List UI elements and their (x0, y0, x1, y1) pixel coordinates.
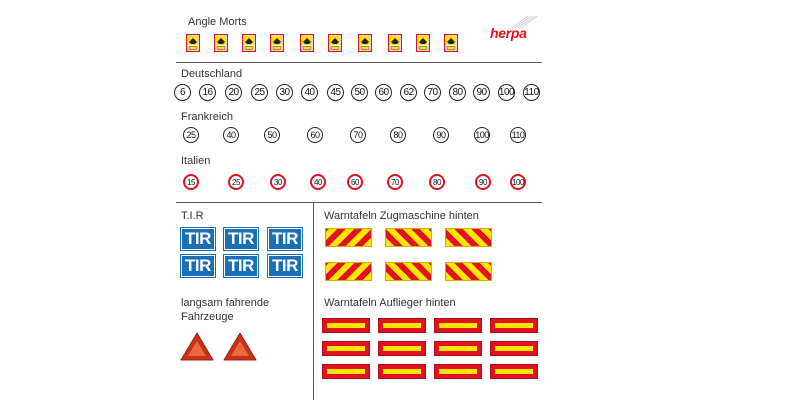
divider-top (176, 62, 542, 63)
section-title-zugmaschine: Warntafeln Zugmaschine hinten (324, 210, 479, 222)
slow-vehicle-triangle (223, 332, 257, 362)
warntafel-auflieger (322, 364, 370, 379)
warntafel-zugmaschine (325, 228, 372, 247)
speed-sign-110: 110 (510, 127, 526, 143)
warntafel-zugmaschine (385, 228, 432, 247)
angle-mort-sign (186, 34, 200, 52)
speed-sign-16: 16 (199, 84, 216, 101)
angle-mort-icon (358, 34, 372, 52)
angle-mort-sign (416, 34, 430, 52)
warntafel-auflieger (434, 318, 482, 333)
speed-sign-25: 25 (228, 174, 244, 190)
tir-plate-text: TIR (272, 229, 298, 248)
warntafel-zugmaschine (445, 262, 492, 281)
speed-sign-15: 15 (183, 174, 199, 190)
herpa-logo-text: herpa (490, 25, 527, 41)
tir-plate (181, 228, 215, 250)
section-title-deutschland: Deutschland (181, 68, 243, 80)
speed-sign-100: 100 (510, 174, 526, 190)
speed-sign-62: 62 (400, 84, 417, 101)
tir-plate (181, 255, 215, 277)
speed-sign-30: 30 (270, 174, 286, 190)
angle-mort-icon (328, 34, 342, 52)
warntafel-auflieger (378, 318, 426, 333)
warntafel-auflieger (490, 364, 538, 379)
warntafel-auflieger (378, 341, 426, 356)
tir-plate (268, 228, 302, 250)
divider-vertical (313, 202, 314, 400)
slow-vehicle-triangle-icon (223, 332, 257, 362)
warntafel-auflieger (434, 364, 482, 379)
angle-mort-sign (214, 34, 228, 52)
speed-sign-20: 20 (225, 84, 242, 101)
warntafel-auflieger (322, 341, 370, 356)
warntafel-zugmaschine (445, 228, 492, 247)
section-title-frankreich: Frankreich (181, 111, 233, 123)
speed-sign-25: 25 (183, 127, 199, 143)
speed-sign-90: 90 (473, 84, 490, 101)
speed-sign-6: 6 (174, 84, 191, 101)
angle-mort-icon (416, 34, 430, 52)
angle-mort-icon (444, 34, 458, 52)
speed-sign-50: 50 (264, 127, 280, 143)
section-title-langsam-line1: langsam fahrende (181, 297, 270, 309)
speed-sign-100: 100 (474, 127, 490, 143)
tir-plate (224, 255, 258, 277)
speed-sign-80: 80 (429, 174, 445, 190)
tir-plate-text: TIR (228, 229, 254, 248)
speed-sign-60: 60 (347, 174, 363, 190)
warntafel-auflieger (490, 318, 538, 333)
tir-plate-text: TIR (228, 256, 254, 275)
herpa-logo (490, 14, 538, 44)
speed-sign-70: 70 (350, 127, 366, 143)
slow-vehicle-triangle-icon (180, 332, 214, 362)
warntafel-auflieger (322, 318, 370, 333)
tir-plate-text: TIR (185, 229, 211, 248)
speed-sign-50: 50 (351, 84, 368, 101)
speed-sign-90: 90 (433, 127, 449, 143)
speed-sign-90: 90 (475, 174, 491, 190)
speed-sign-40: 40 (223, 127, 239, 143)
angle-mort-icon (214, 34, 228, 52)
divider-middle (176, 202, 542, 203)
warntafel-zugmaschine (385, 262, 432, 281)
speed-sign-110: 110 (523, 84, 540, 101)
speed-sign-70: 70 (424, 84, 441, 101)
angle-mort-icon (388, 34, 402, 52)
warntafel-auflieger (490, 341, 538, 356)
section-title-italien: Italien (181, 155, 211, 167)
angle-mort-sign (444, 34, 458, 52)
tir-plate (224, 228, 258, 250)
speed-sign-60: 60 (375, 84, 392, 101)
speed-sign-40: 40 (301, 84, 318, 101)
speed-sign-80: 80 (390, 127, 406, 143)
angle-mort-icon (242, 34, 256, 52)
tir-plate (268, 255, 302, 277)
angle-mort-icon (186, 34, 200, 52)
speed-sign-80: 80 (449, 84, 466, 101)
tir-plate-text: TIR (185, 256, 211, 275)
speed-sign-100: 100 (498, 84, 515, 101)
speed-sign-60: 60 (307, 127, 323, 143)
warntafel-auflieger (378, 364, 426, 379)
angle-mort-sign (242, 34, 256, 52)
speed-sign-45: 45 (327, 84, 344, 101)
speed-sign-30: 30 (276, 84, 293, 101)
section-title-auflieger: Warntafeln Auflieger hinten (324, 297, 456, 309)
section-title-tir: T.I.R (181, 210, 204, 222)
warntafel-auflieger (434, 341, 482, 356)
warntafel-zugmaschine (325, 262, 372, 281)
angle-mort-icon (270, 34, 284, 52)
speed-sign-40: 40 (310, 174, 326, 190)
angle-mort-sign (388, 34, 402, 52)
angle-mort-sign (270, 34, 284, 52)
speed-sign-25: 25 (251, 84, 268, 101)
section-title-angle-morts: Angle Morts (188, 16, 247, 28)
angle-mort-icon (300, 34, 314, 52)
angle-mort-sign (300, 34, 314, 52)
speed-sign-70: 70 (387, 174, 403, 190)
tir-plate-text: TIR (272, 256, 298, 275)
angle-mort-sign (328, 34, 342, 52)
angle-mort-sign (358, 34, 372, 52)
slow-vehicle-triangle (180, 332, 214, 362)
section-title-langsam-line2: Fahrzeuge (181, 311, 234, 323)
